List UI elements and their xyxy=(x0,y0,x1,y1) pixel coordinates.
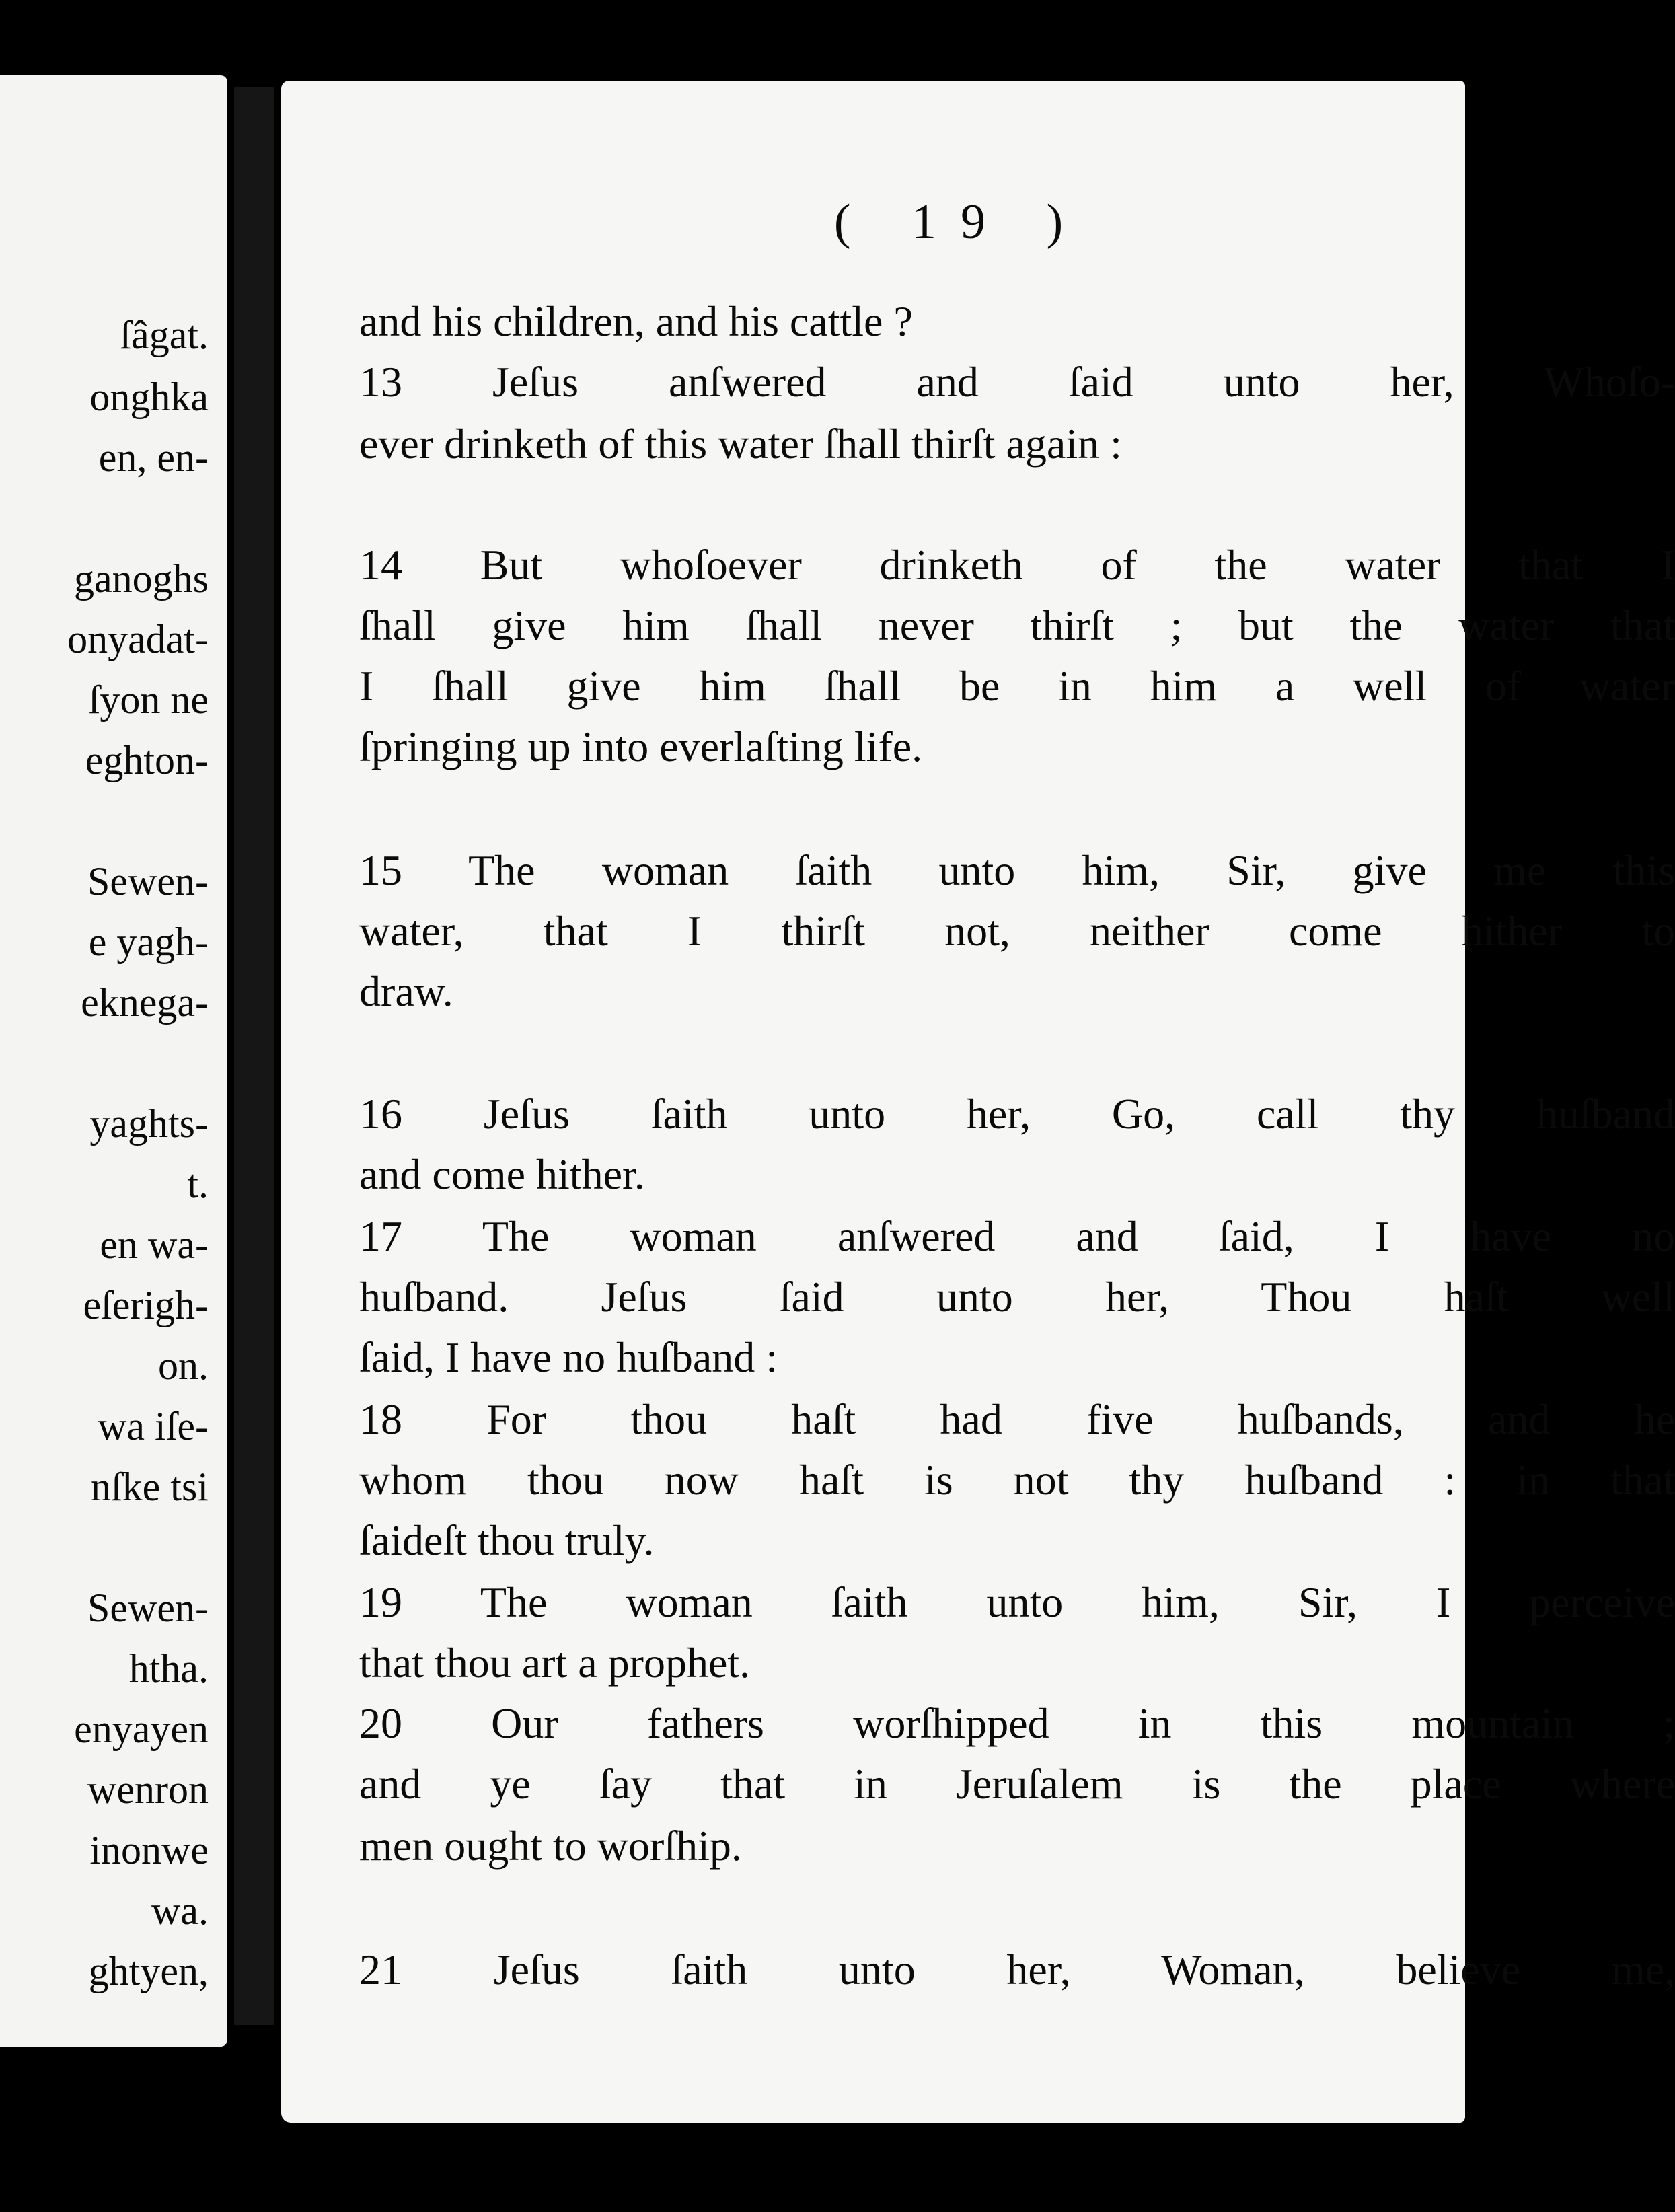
left-line: enyayen xyxy=(74,1707,209,1751)
text-line: ſpringing up into everlaſting life. xyxy=(359,723,923,770)
text-line: ſhall give him ſhall never thirſt ; but the water that xyxy=(359,601,1675,649)
text-line: 20 Our fathers worſhipped in this mountain ; xyxy=(359,1699,1675,1747)
left-line: nſke tsi xyxy=(91,1465,209,1509)
gutter-shadow xyxy=(234,87,274,2025)
left-line: en, en- xyxy=(98,435,209,480)
text-line: and his children, and his cattle ? xyxy=(359,297,913,345)
left-line: on. xyxy=(158,1343,209,1388)
text-line: whom thou now haſt is not thy huſband : in that xyxy=(359,1456,1675,1504)
left-line: onghka xyxy=(89,375,209,419)
left-line: ſâgat. xyxy=(120,313,209,357)
left-line: onyadat- xyxy=(67,617,209,661)
text-line: ſaid, I have no huſband : xyxy=(359,1333,778,1381)
text-line: that thou art a prophet. xyxy=(359,1639,751,1687)
page-number: ( 19 ) xyxy=(833,194,1088,250)
text-line: huſband. Jeſus ſaid unto her, Thou haſt well xyxy=(359,1273,1675,1321)
left-line: wa iſe- xyxy=(98,1404,209,1448)
left-line: ganoghs xyxy=(74,556,209,601)
left-line: yaghts- xyxy=(89,1101,209,1146)
text-line: 19 The woman ſaith unto him, Sir, I perceive xyxy=(359,1578,1675,1626)
text-line: I ſhall give him ſhall be in him a well of water xyxy=(359,662,1675,710)
left-line: eſerigh- xyxy=(83,1283,209,1327)
left-line: en wa- xyxy=(100,1222,209,1267)
left-line: inonwe xyxy=(89,1828,209,1872)
left-line: eghton- xyxy=(85,738,209,782)
text-line: draw. xyxy=(359,967,453,1015)
text-line: and come hither. xyxy=(359,1150,645,1198)
text-line: men ought to worſhip. xyxy=(359,1822,742,1870)
left-line: ſyon ne xyxy=(88,677,209,722)
text-line: 21 Jeſus ſaith unto her, Woman, believe me, xyxy=(359,1946,1675,1993)
left-line: htha. xyxy=(128,1646,209,1691)
text-line: ſaideſt thou truly. xyxy=(359,1516,655,1564)
left-line: eknega- xyxy=(81,980,209,1025)
left-line: ghtyen, xyxy=(88,1949,209,1993)
left-line: wenron xyxy=(87,1767,209,1812)
facing-page-left xyxy=(0,75,227,2047)
text-line: 15 The woman ſaith unto him, Sir, give me this xyxy=(359,846,1675,894)
left-line: Sewen- xyxy=(87,859,209,904)
left-line: t. xyxy=(187,1162,209,1206)
text-line: 13 Jeſus anſwered and ſaid unto her, Whoſo- xyxy=(359,358,1675,406)
left-line: Sewen- xyxy=(87,1586,209,1630)
text-line: and ye ſay that in Jeruſalem is the place where xyxy=(359,1760,1675,1808)
text-line: ever drinketh of this water ſhall thirſt again : xyxy=(359,420,1122,468)
left-line: e yagh- xyxy=(88,920,209,964)
text-line: 18 For thou haſt had five huſbands, and he xyxy=(359,1395,1675,1443)
left-line: wa. xyxy=(151,1888,209,1933)
text-line: 17 The woman anſwered and ſaid, I have no xyxy=(359,1212,1675,1260)
page-19 xyxy=(281,81,1675,2123)
text-line: 16 Jeſus ſaith unto her, Go, call thy huſband xyxy=(359,1090,1675,1138)
text-line: water, that I thirſt not, neither come hither to xyxy=(359,907,1675,955)
text-line: 14 But whoſoever drinketh of the water that I xyxy=(359,541,1675,589)
